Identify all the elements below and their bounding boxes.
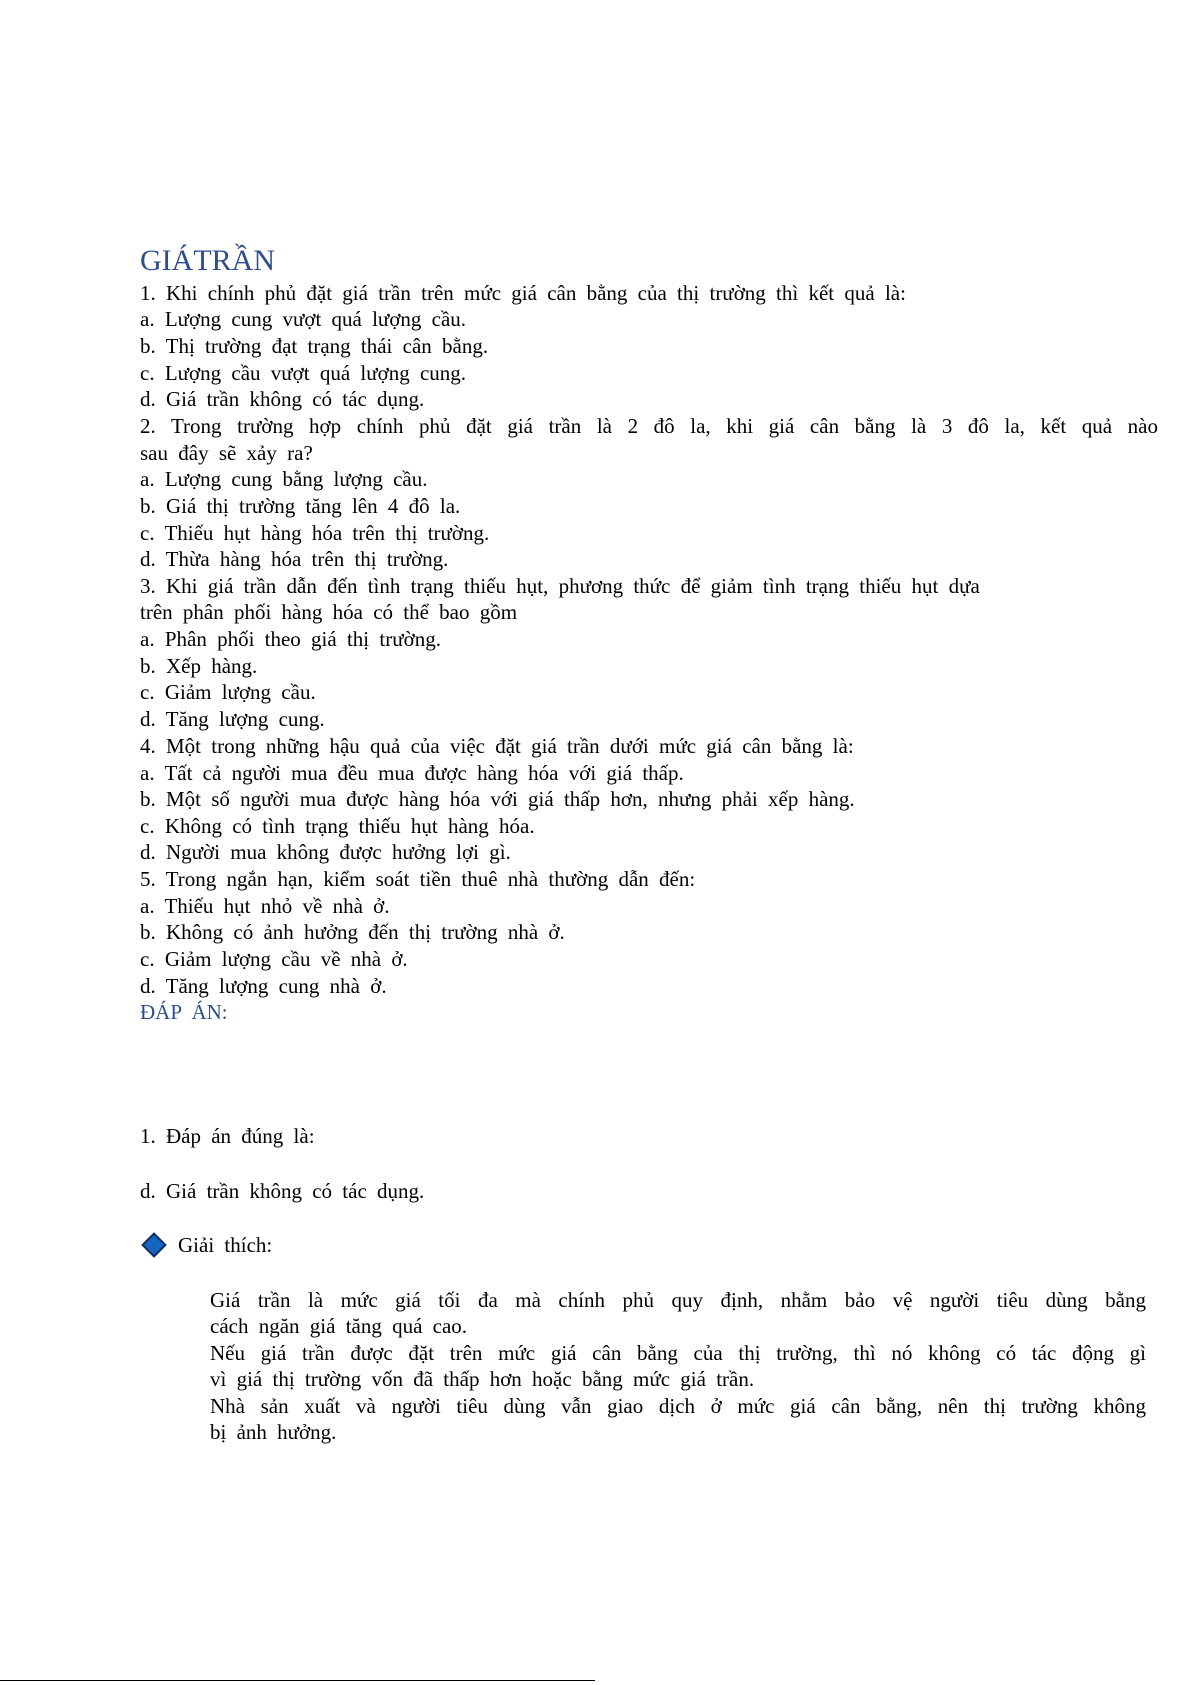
explanation-bullet-3-line-2: bị ảnh hưởng. [210, 1420, 337, 1444]
explanation-bullet-3-line-1: Nhà sản xuất và người tiêu dùng vẫn giao dịch ở mức giá cân bằng, nên thị trường không [210, 1394, 1146, 1418]
question-1-text: 1. Khi chính phủ đặt giá trần trên mức giá cân bằng của thị trường thì kết quả là: [140, 281, 906, 305]
question-2-option-a: a. Lượng cung bằng lượng cầu. [140, 467, 428, 491]
explanation-bullet-2-line-1: Nếu giá trần được đặt trên mức giá cân bằng của thị trường, thì nó không có tác động gì [210, 1341, 1146, 1365]
question-1-option-d: d. Giá trần không có tác dụng. [140, 387, 425, 411]
question-1-option-b: b. Thị trường đạt trạng thái cân bằng. [140, 334, 489, 358]
question-4-text: 4. Một trong những hậu quả của việc đặt giá trần dưới mức giá cân bằng là: [140, 734, 854, 758]
question-2-text-line-1: 2. Trong trường hợp chính phủ đặt giá trần là 2 đô la, khi giá cân bằng là 3 đô la, kết quả nào [140, 414, 1158, 438]
question-3-text-line-2: trên phân phối hàng hóa có thể bao gồm [140, 600, 518, 624]
question-3-option-b: b. Xếp hàng. [140, 654, 258, 678]
question-2-option-c: c. Thiếu hụt hàng hóa trên thị trường. [140, 521, 490, 545]
question-4-option-a: a. Tất cả người mua đều mua được hàng hóa với giá thấp. [140, 761, 684, 785]
question-3-option-a: a. Phân phối theo giá thị trường. [140, 627, 441, 651]
explanation-bullet-1-line-2: cách ngăn giá tăng quá cao. [210, 1314, 468, 1338]
answer-correct: d. Giá trần không có tác dụng. [140, 1179, 425, 1203]
diamond-icon [141, 1232, 166, 1257]
question-1-option-a: a. Lượng cung vượt quá lượng cầu. [140, 307, 467, 331]
question-5-text: 5. Trong ngắn hạn, kiểm soát tiền thuê nhà thường dẫn đến: [140, 867, 696, 891]
explanation-label: Giải thích: [178, 1233, 273, 1257]
answer-heading: ĐÁP ÁN: [140, 1000, 228, 1024]
question-1-option-c: c. Lượng cầu vượt quá lượng cung. [140, 361, 467, 385]
question-4-option-c: c. Không có tình trạng thiếu hụt hàng hóa. [140, 814, 535, 838]
question-5-option-b: b. Không có ảnh hưởng đến thị trường nhà ở. [140, 920, 565, 944]
question-3-option-c: c. Giảm lượng cầu. [140, 680, 316, 704]
question-2-option-d: d. Thừa hàng hóa trên thị trường. [140, 547, 449, 571]
answer-intro: 1. Đáp án đúng là: [140, 1124, 315, 1148]
question-5-option-c: c. Giảm lượng cầu về nhà ở. [140, 947, 408, 971]
question-4-option-d: d. Người mua không được hưởng lợi gì. [140, 840, 511, 864]
question-5-option-a: a. Thiếu hụt nhỏ về nhà ở. [140, 894, 390, 918]
explanation-bullet-2-line-2: vì giá thị trường vốn đã thấp hơn hoặc bằng mức giá trần. [210, 1367, 755, 1391]
question-3-text-line-1: 3. Khi giá trần dẫn đến tình trạng thiếu hụt, phương thức để giảm tình trạng thiếu hụt dựa [140, 574, 980, 598]
explanation-bullet-1-line-1: Giá trần là mức giá tối đa mà chính phủ quy định, nhằm bảo vệ người tiêu dùng bằng [210, 1288, 1146, 1312]
question-2-option-b: b. Giá thị trường tăng lên 4 đô la. [140, 494, 461, 518]
page-title: GIÁTRẦN [140, 244, 275, 277]
question-3-option-d: d. Tăng lượng cung. [140, 707, 325, 731]
question-4-option-b: b. Một số người mua được hàng hóa với giá thấp hơn, nhưng phải xếp hàng. [140, 787, 855, 811]
question-2-text-line-2: sau đây sẽ xảy ra? [140, 441, 313, 465]
question-5-option-d: d. Tăng lượng cung nhà ở. [140, 974, 387, 998]
footer-rule [0, 1680, 595, 1681]
